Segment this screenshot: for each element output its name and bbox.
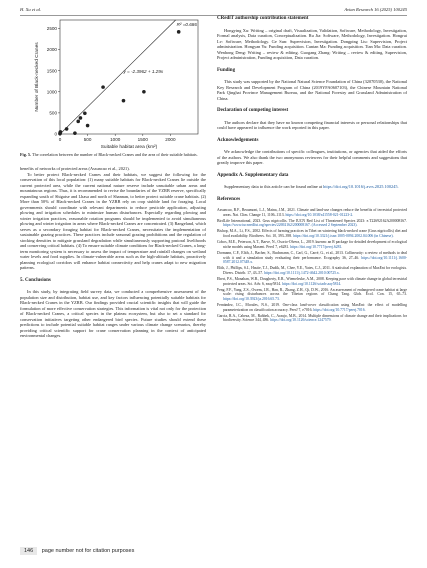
reference-item — [217, 208, 407, 217]
regression-line — [60, 20, 176, 134]
reference-doi-link[interactable]: https://www.iucnredlist.org/species/22692162/200008167. (Accessed 2 September 2023). — [223, 223, 358, 228]
reference-doi-link[interactable]: https://doi.org/10.7717/peerj.7016. — [313, 307, 366, 312]
footer-label: page number not for citation purposes — [41, 548, 135, 554]
running-header-journal: Avian Research 16 (2025) 100245 — [344, 7, 407, 12]
y-axis-label: Number of Black-necked Cranes — [35, 42, 40, 112]
reference-item — [217, 240, 407, 249]
funding-heading: Funding — [217, 67, 236, 73]
page-number: 146 — [20, 547, 37, 555]
right-column — [217, 16, 407, 324]
reference-text: Cobos, M.E., Peterson, A.T., Barve, N., Osorio-Olvera, L., 2019. kuenm: an R package for detailed development of ecological niche models using Maxent. PeerJ 7, e6281. — [217, 240, 407, 249]
reference-list — [217, 208, 407, 323]
data-point — [101, 85, 105, 89]
reference-doi-link[interactable]: https://doi.org/10.1111/j.1600-0587.2012.07348.x. — [223, 255, 407, 265]
reference-item — [217, 251, 407, 265]
data-point — [142, 90, 146, 94]
credit-statement: Hongying Xu: Writing – original draft, Visualization, Validation, Software, Methodology, Investigation, Formal analysis, Data curation, Conceptualization. Ru Jia: Software, Methodology, Investigation. Hongrui Lv: Software, Methodology. Ge Sun: Supervision, Investigation. Dongping Liu: Supervision, Project administration. Hongyan Yu: Funding acquisition. Cuntan Ma: Funding acquisition. Tian Ma: Data curation. Wenhong Deng: Writing – review & editing. Guogang Zhang: Writing – review & editing, Supervision, Project administration, Funding acquisition, Data curation. — [217, 27, 407, 60]
reference-item — [217, 303, 407, 312]
data-point — [79, 116, 83, 120]
data-point — [76, 120, 80, 124]
credit-heading: CRediT authorship contribution statement — [217, 16, 309, 21]
x-tick-label: 1000 — [110, 137, 121, 142]
appendix-text — [217, 184, 407, 190]
caption-text: The correlation between the number of Black-necked Cranes and the area of their suitable habitats. — [32, 152, 198, 157]
data-point — [73, 131, 77, 135]
reference-text: BirdLife International, 2023. Grus nigricollis. The IUCN Red List of Threatened Species 2023: e.T22692162A200008167. — [217, 218, 407, 223]
reference-text: Elith, J., Phillips, S.J., Hastie, T.J., Dudík, M., Chee, Y.E., Yates, C.J., 2011. A statistical explanation of MaxEnt for ecologists. Divers. Distrib. 17, 43–57. — [217, 266, 407, 275]
left-column — [20, 166, 206, 339]
reference-text: Garcia, R.A., Cabeza, M., Rahbek, C., Araujo, M.B., 2014. Multiple dimensions of climate change and their implications for biodiversity. Science 344, 486. — [217, 313, 407, 323]
declaration-heading: Declaration of competing interest — [217, 108, 289, 113]
reference-doi-link[interactable]: https://doi.org/10.3321/j.issn:1005-0094.2002.04.006 (in Chinese). — [293, 234, 394, 239]
appendix-text-body: Supplementary data to this article can be found online at — [224, 184, 324, 189]
reference-doi-link[interactable]: https://doi.org/10.1126/sciadv.aay5814. — [282, 281, 342, 286]
para-recommendations: To better protect Black-necked Cranes and their habitats, we suggest the following for the conservation of this local population: (1) many suitable habitats for Black-necked Cranes lie outside the current protected area, while the current national nature reserve include unsuitable urban areas and mountainous regions. Thus, it is recommended to revise the boundaries of the YZRB reserve, specifically expanding south of Shigatse and Lhasa and north of Shannan, to better protect suitable crane habitats. (2) More than 50% of Black-necked Cranes in the YZRB rely on crop stubble land for foraging. Local governments should coordinate with relevant departments to reduce pesticide application, adjusting plowing and irrigation schedules to minimize human disturbances. Especially regarding plowing and winter irrigation practices, reasonable rotation programs should be implemented to avoid simultaneous plowing and winter irrigation in areas where Black-necked Cranes are concentrated. (3) Rangeland, which serves as a secondary foraging habitat for Black-necked Cranes, necessitates the implementation of sustainable grazing practices. These practices include seasonal grazing prohibitions and the regulation of stocking densities to mitigate grassland degradation while simultaneously supporting pastoral livelihoods and conserving critical habitats. (4) To ensure suitable climate conditions for Black-necked Cranes, a long-term monitoring system is necessary to assess the impact of temperature and rainfall changes on wetland water levels and food supplies. In climate-vulnerable areas such as the high-altitude habitats, proactively planning ecological corridors will enhance habitat connectivity and help cranes adapt to new migration patterns. — [20, 171, 206, 270]
y-tick-label: 0 — [54, 131, 57, 137]
y-tick-label: 2500 — [46, 26, 57, 32]
x-tick-label: 0 — [58, 137, 62, 142]
regression-equation: y = -2.3962 + 1.29x — [123, 68, 164, 74]
reference-text: Feng, F.F., Yang, Z.S., Owens, J.R., Han, R., Zhang, Z.H., Qi, D.W., 2016. An assessment of endangered crane habitat at large scale: rising disturbances across the Tibetan regions of Chang Tang. Glob. Ecol. Con. 15, 65–73. — [217, 287, 407, 297]
reference-doi-link[interactable]: https://doi.org/10.1126/science.1247579. — [270, 318, 332, 323]
reference-item — [217, 277, 407, 286]
acknowledgements-text: We acknowledge the contributions of specific colleagues, institutions, or agencies that aided the efforts of the authors. We also thank the two anonymous reviewers for their helpful comments and suggestions that greatly improve this paper. — [217, 149, 407, 165]
page-footer — [20, 547, 134, 555]
running-header-authors: H. Xu et al. — [20, 7, 42, 12]
supplementary-doi-link[interactable]: https://doi.org/10.1016/j.avrs.2025.100245. — [323, 184, 399, 189]
reference-item — [217, 219, 407, 228]
x-tick-label: 2000 — [165, 137, 176, 142]
x-axis-label: Suitable habitat area (km²) — [100, 145, 158, 150]
reference-text: Ebert, P.S., Monahan, W.B., Dougherty, E.R., Wiemeleske, A.M., 2008. Keeping pace with climate change in global terrestrial protected areas. Sci. Adv. 6, eaay5814. — [217, 276, 407, 286]
reference-doi-link[interactable]: https://doi.org/10.3923/ja.2016.65.73. — [223, 297, 280, 302]
reference-text: Dormann, C.F., Elith, J., Bacher, S., Buchmann, C., Carl, G., Carré, G., et al., 2013. Collinearity: a review of methods to deal with it and a simulation study evaluating their performance. Ecography 36, 27–46. — [217, 250, 407, 260]
reference-item — [217, 288, 407, 302]
reference-text: Assuncao, B.F., Beaumont, L.J., Maina, J.M., 2021. Climate and land-use changes reduce the benefits of terrestrial protected areas. Nat. Clim. Change 11, 1106–1113. — [217, 208, 407, 217]
acknowledgements-heading: Acknowledgements — [217, 137, 259, 143]
y-tick-label: 1500 — [46, 68, 57, 74]
scatter-plot — [20, 16, 206, 151]
data-point — [86, 124, 90, 128]
conclusions-heading: 5. Conclusions — [20, 277, 51, 283]
data-point — [65, 127, 69, 131]
figure-5-caption — [20, 152, 206, 157]
y-tick-label: 500 — [49, 110, 57, 116]
data-point — [59, 130, 63, 134]
reference-text: Bishop, M.A., Li, F.S., 2002. Effects of farming practices in Tibet on wintering black-necked crane (Grus nigricollis) diet and food availability. Biodivers. Sci. 10, 393–398. — [217, 229, 407, 239]
r-squared-label: R² =0.686 — [176, 21, 197, 27]
reference-doi-link[interactable]: https://doi.org/10.1038/s41558-021-01223-2. — [285, 212, 354, 217]
y-tick-label: 1000 — [46, 89, 57, 95]
x-tick-label: 1500 — [137, 137, 148, 142]
caption-label: Fig. 5. — [20, 152, 32, 157]
data-point — [177, 30, 181, 34]
reference-item — [217, 229, 407, 238]
reference-doi-link[interactable]: https://doi.org/10.7717/peerj.6281. — [290, 244, 343, 249]
para-conclusions: In this study, by integrating field survey data, we conducted a comprehensive assessment of the population size and distribution, habitat use, and key factors influencing potentially suitable habitats for Black-necked Cranes in the YZRB. Our findings provided crucial scientific insights that will guide the formulation of more effective conservation strategies. This information is vital not only for the protection of Black-necked Cranes, a critical species in the plateau ecosystem, but also to set a standard for conservation initiatives targeting other endangered bird species. Future studies should extend these predictions to include potential suitable habitat ranges under various climate change scenarios, thereby providing critical scientific support for crane conservation planning in the context of anticipated environmental changes. — [20, 289, 206, 338]
data-point — [122, 99, 126, 103]
declaration-text: The authors declare that they have no known competing financial interests or personal relationships that could have appeared to influence the work reported in this paper. — [217, 119, 407, 130]
reference-item — [217, 314, 407, 323]
y-tick-label: 2000 — [46, 47, 57, 53]
reference-doi-link[interactable]: https://doi.org/10.1111/j.1472-4642.2010.00725.x. — [264, 270, 340, 275]
para-benefits-text: benefits of networks of protected areas (Assuncao et al., 2021). — [20, 166, 130, 171]
appendix-heading: Appendix A. Supplementary data — [217, 172, 289, 178]
reference-text: Fernández, I.C., Morales, N.S., 2019. One-class land-cover classification using MaxEnt: the effect of modelling parameterization on classification accuracy. PeerJ 7, e7016. — [217, 303, 407, 312]
references-heading: References — [217, 196, 241, 202]
funding-text: This study was supported by the National Natural Science Foundation of China (32070530), the National Key Research and Development Program of China (2019YFA0607103), the Chinese Mountain National Park Qinghai Province Management Bureau, and the National Forestry and Grassland Administration of China. — [217, 79, 407, 101]
data-point — [83, 112, 87, 116]
x-tick-label: 500 — [83, 137, 92, 142]
figure-5-chart — [20, 16, 206, 151]
reference-item — [217, 266, 407, 275]
